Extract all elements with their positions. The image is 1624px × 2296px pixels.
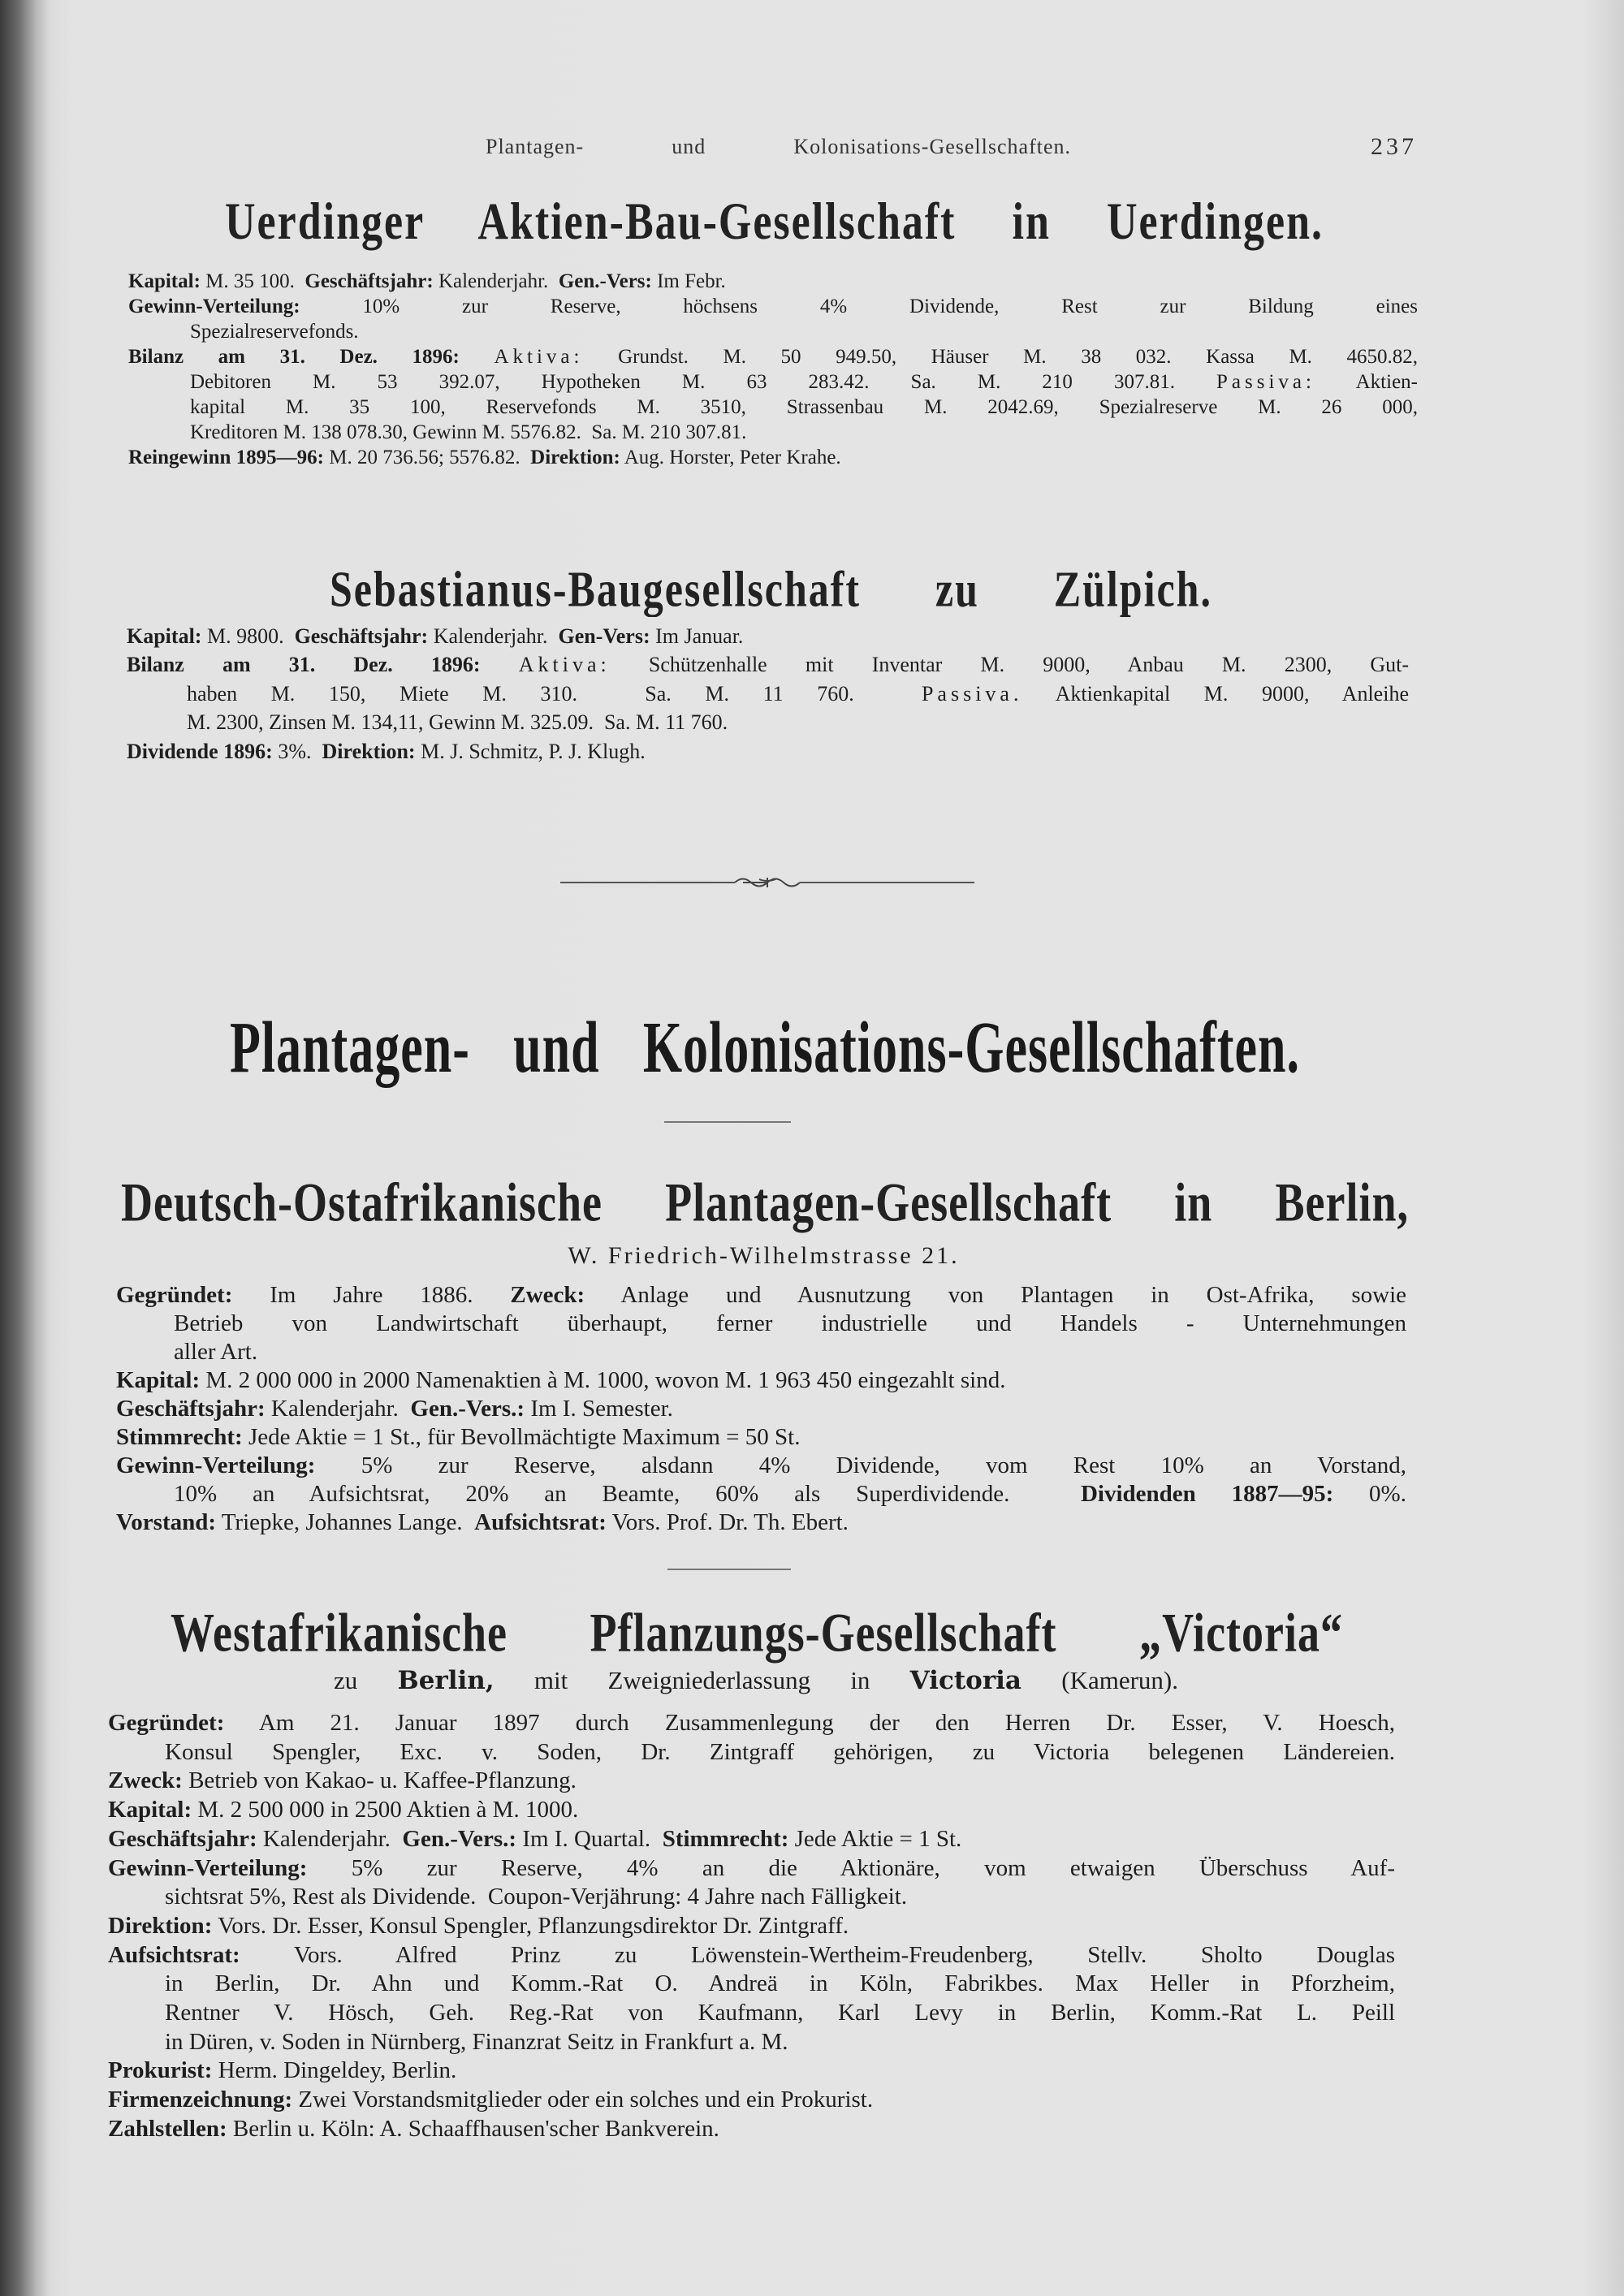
field-label: Zahlstellen: bbox=[108, 2115, 227, 2142]
entry-line bbox=[108, 1710, 1395, 1737]
field-value: Im I. Semester. bbox=[525, 1396, 673, 1422]
category-heading: Plantagen- und Kolonisations-Gesellschaften. bbox=[230, 1008, 1300, 1089]
entry-line bbox=[108, 1942, 1395, 1969]
field-value: Jede Aktie = 1 St., für Bevollmächtigte Maximum = 50 St. bbox=[242, 1424, 801, 1451]
field-value: Konsul Spengler, Exc. v. Soden, Dr. Zintgraff gehörigen, zu Victoria belegenen Ländereien. bbox=[165, 1738, 1395, 1765]
field-value: Aktienkapital M. 9000, Anleihe bbox=[1022, 681, 1409, 706]
field-label: Gewinn-Verteilung: bbox=[108, 1854, 308, 1881]
field-label: Aufsichtsrat: bbox=[474, 1509, 607, 1536]
entry-line bbox=[127, 624, 1409, 649]
field-value: Debitoren M. 53 392.07, Hypotheken M. 63 283.42. Sa. M. 210 307.81. bbox=[190, 370, 1216, 393]
divider-rule bbox=[667, 1569, 791, 1570]
field-value: 5% zur Reserve, alsdann 4% Dividende, vom Rest 10% an Vorstand, bbox=[315, 1452, 1406, 1479]
entry-continuation-line bbox=[190, 371, 1418, 394]
field-value: Betrieb von Landwirtschaft überhaupt, ferner industrielle und Handels - Unternehmungen bbox=[174, 1310, 1406, 1337]
field-label: Stimmrecht: bbox=[116, 1424, 243, 1451]
entry-line bbox=[108, 1797, 1395, 1823]
field-value: M. J. Schmitz, P. J. Klugh. bbox=[415, 739, 646, 763]
field-label: Aufsichtsrat: bbox=[108, 1941, 240, 1968]
field-value: haben M. 150, Miete M. 310. Sa. M. 11 760. bbox=[187, 681, 922, 706]
entry-line bbox=[108, 1767, 1395, 1794]
field-value: Zwei Vorstandsmitglieder oder ein solches und ein Prokurist. bbox=[292, 2087, 874, 2113]
field-value: 10% an Aufsichtsrat, 20% an Beamte, 60% als Superdividende. bbox=[174, 1481, 1081, 1508]
field-label: Kapital: bbox=[108, 1797, 192, 1823]
section-title-uerdinger: Uerdinger Aktien-Bau-Gesellschaft in Uerdingen. bbox=[225, 192, 1324, 252]
field-value: 0%. bbox=[1333, 1481, 1406, 1508]
field-label: Gen.-Vers.: bbox=[410, 1396, 525, 1422]
field-value: Vors. Alfred Prinz zu Löwenstein-Wertheim-Freudenberg, Stellv. Sholto Douglas bbox=[240, 1941, 1395, 1968]
field-value: 3%. bbox=[272, 739, 322, 763]
field-label: Bilanz am 31. Dez. 1896: bbox=[127, 653, 481, 677]
field-label: Kapital: bbox=[116, 1367, 201, 1394]
field-value: Im Jahre 1886. bbox=[232, 1282, 511, 1309]
field-label: Geschäftsjahr: bbox=[294, 624, 429, 648]
entry-continuation-line bbox=[165, 1884, 1395, 1910]
section-subtitle bbox=[334, 1666, 1178, 1695]
field-value: M. 2300, Zinsen M. 134,11, Gewinn M. 325.09. Sa. M. 11 760. bbox=[187, 710, 728, 735]
field-value: Schützenhalle mit Inventar M. 9000, Anbau M. 2300, Gut- bbox=[610, 653, 1409, 677]
field-value: Betrieb von Kakao- u. Kaffee-Pflanzung. bbox=[182, 1767, 577, 1794]
entry-line bbox=[108, 2057, 1395, 2084]
entry-line bbox=[128, 270, 1418, 293]
field-label: Direktion: bbox=[322, 739, 416, 763]
field-label: Dividende 1896: bbox=[127, 739, 273, 763]
field-value: Aktien- bbox=[1315, 370, 1418, 393]
field-value: Rentner V. Hösch, Geh. Reg.-Rat von Kaufmann, Karl Levy in Berlin, Komm.-Rat L. Peill bbox=[165, 2000, 1395, 2026]
entry-line bbox=[128, 296, 1418, 318]
field-label: Firmenzeichnung: bbox=[108, 2087, 293, 2113]
entry-line bbox=[116, 1452, 1406, 1479]
field-value: Spezialreservefonds. bbox=[190, 320, 359, 343]
field-label: Gen.-Vers.: bbox=[402, 1825, 517, 1852]
field-value: Aug. Horster, Peter Krahe. bbox=[620, 447, 841, 469]
entry-line bbox=[116, 1509, 1406, 1536]
entry-continuation-line bbox=[174, 1339, 1406, 1366]
entry-line bbox=[128, 447, 1418, 469]
entry-line bbox=[116, 1396, 1406, 1422]
subtitle-pre: zu bbox=[334, 1666, 398, 1694]
field-label: Geschäftsjahr: bbox=[116, 1396, 266, 1422]
field-value: Jede Aktie = 1 St. bbox=[788, 1825, 962, 1852]
field-label: Direktion: bbox=[108, 1912, 213, 1939]
entry-continuation-line bbox=[190, 421, 1418, 444]
field-value: M. 35 100. bbox=[200, 270, 305, 292]
spaced-label: Passiva. bbox=[921, 681, 1023, 706]
field-value: M. 20 736.56; 5576.82. bbox=[323, 447, 531, 469]
spaced-label: Passiva: bbox=[1216, 370, 1315, 393]
field-value: 10% zur Reserve, höchsens 4% Dividende, Rest zur Bildung eines bbox=[300, 295, 1418, 317]
subtitle-post: (Kamerun). bbox=[1021, 1666, 1178, 1694]
field-label: Gegründet: bbox=[116, 1282, 233, 1309]
field-label: Geschäftsjahr: bbox=[108, 1825, 257, 1852]
field-value: in Berlin, Dr. Ahn und Komm.-Rat O. Andreä in Köln, Fabrikbes. Max Heller in Pforzheim, bbox=[165, 1970, 1395, 1997]
field-value: Grundst. M. 50 949.50, Häuser M. 38 032. Kassa M. 4650.82, bbox=[583, 345, 1419, 368]
field-value: kapital M. 35 100, Reservefonds M. 3510, Strassenbau M. 2042.69, Spezialreserve M. 26 000, bbox=[190, 396, 1418, 418]
field-value: Kalenderjahr. bbox=[433, 270, 559, 292]
field-value: M. 9800. bbox=[201, 624, 295, 648]
field-value bbox=[460, 346, 495, 368]
entry-line bbox=[116, 1282, 1406, 1309]
running-header-title: Plantagen- und Kolonisations-Gesellschaften. bbox=[486, 135, 1071, 158]
field-label: Geschäftsjahr: bbox=[304, 270, 434, 292]
field-label: Gewinn-Verteilung: bbox=[128, 295, 300, 317]
field-label: Zweck: bbox=[108, 1767, 183, 1794]
field-label: Gegründet: bbox=[108, 1710, 225, 1737]
field-value: sichtsrat 5%, Rest als Dividende. Coupon-Verjährung: 4 Jahre nach Fälligkeit. bbox=[165, 1884, 908, 1910]
field-value: M. 2 000 000 in 2000 Namenaktien à M. 1000, wovon M. 1 963 450 eingezahlt sind. bbox=[200, 1367, 1006, 1394]
section-title-sebastianus: Sebastianus-Baugesellschaft zu Zülpich. bbox=[330, 560, 1212, 617]
field-value: Berlin u. Köln: A. Schaaffhausen'scher Bankverein. bbox=[227, 2115, 719, 2142]
subtitle-city: Berlin, bbox=[397, 1666, 495, 1695]
field-label: Kapital: bbox=[127, 624, 202, 648]
entry-continuation-line bbox=[165, 1970, 1395, 1997]
field-label: Reingewinn 1895—96: bbox=[128, 447, 324, 469]
ornament-divider bbox=[560, 873, 974, 892]
field-value: Vors. Dr. Esser, Konsul Spengler, Pflanzungsdirektor Dr. Zintgraff. bbox=[212, 1912, 849, 1939]
entry-continuation-line bbox=[190, 396, 1418, 419]
field-value bbox=[481, 653, 519, 676]
entry-line bbox=[108, 1913, 1395, 1940]
entry-line bbox=[116, 1424, 1406, 1451]
divider-rule bbox=[664, 1121, 791, 1123]
field-value: Vors. Prof. Dr. Th. Ebert. bbox=[606, 1509, 849, 1536]
field-value: Kreditoren M. 138 078.30, Gewinn M. 5576.82. Sa. M. 210 307.81. bbox=[190, 421, 747, 444]
entry-continuation-line bbox=[187, 710, 1409, 735]
field-label: Gen-Vers: bbox=[558, 624, 650, 648]
entry-line bbox=[116, 1367, 1406, 1394]
entry-continuation-line bbox=[165, 1739, 1395, 1766]
field-value: Herm. Dingeldey, Berlin. bbox=[212, 2057, 457, 2084]
page-number: 237 bbox=[1371, 133, 1417, 160]
entry-continuation-line bbox=[165, 2029, 1395, 2056]
field-value: Kalenderjahr. bbox=[257, 1825, 403, 1852]
entry-continuation-line bbox=[165, 2000, 1395, 2026]
section-title-deutsch-ostafrikanische: Deutsch-Ostafrikanische Plantagen-Gesellschaft in Berlin, bbox=[121, 1172, 1409, 1233]
entry-continuation-line bbox=[174, 1310, 1406, 1337]
entry-line bbox=[127, 740, 1409, 764]
field-value: M. 2 500 000 in 2500 Aktien à M. 1000. bbox=[192, 1797, 579, 1823]
field-label: Vorstand: bbox=[116, 1509, 217, 1536]
entry-line bbox=[127, 653, 1409, 677]
field-label: Dividenden 1887—95: bbox=[1080, 1481, 1334, 1508]
ornament-flourish-icon bbox=[735, 878, 800, 887]
section-title-westafrikanische: Westafrikanische Pflanzungs-Gesellschaft „Victoria“ bbox=[171, 1602, 1343, 1664]
field-value: aller Art. bbox=[174, 1339, 258, 1366]
field-value: Kalenderjahr. bbox=[265, 1396, 411, 1422]
field-value: Im Febr. bbox=[651, 270, 726, 292]
entry-line bbox=[108, 1826, 1395, 1853]
section-address: W. Friedrich-Wilhelmstrasse 21. bbox=[568, 1242, 960, 1269]
entry-continuation-line bbox=[190, 321, 1418, 343]
field-value: Im I. Quartal. bbox=[516, 1825, 663, 1852]
spaced-label: Aktiva: bbox=[494, 345, 584, 368]
field-value: Anlage und Ausnutzung von Plantagen in Ost-Afrika, sowie bbox=[585, 1282, 1406, 1309]
field-label: Prokurist: bbox=[108, 2057, 213, 2084]
field-value: in Düren, v. Soden in Nürnberg, Finanzrat Seitz in Frankfurt a. M. bbox=[165, 2028, 788, 2055]
field-label: Kapital: bbox=[128, 270, 201, 292]
entry-line bbox=[108, 2116, 1395, 2143]
field-value: Im Januar. bbox=[650, 624, 744, 648]
field-label: Stimmrecht: bbox=[662, 1825, 789, 1852]
entry-line bbox=[108, 2087, 1395, 2113]
entry-continuation-line bbox=[174, 1481, 1406, 1508]
field-value: Am 21. Januar 1897 durch Zusammenlegung der den Herren Dr. Esser, V. Hoesch, bbox=[224, 1710, 1395, 1737]
field-label: Zweck: bbox=[510, 1282, 585, 1309]
field-label: Gen.-Vers: bbox=[558, 270, 652, 292]
entry-line bbox=[108, 1855, 1395, 1882]
spaced-label: Aktiva: bbox=[518, 653, 611, 677]
field-label: Gewinn-Verteilung: bbox=[116, 1452, 316, 1479]
field-value: 5% zur Reserve, 4% an die Aktionäre, vom etwaigen Überschuss Auf- bbox=[307, 1854, 1395, 1881]
field-value: Triepke, Johannes Lange. bbox=[216, 1509, 475, 1536]
field-label: Bilanz am 31. Dez. 1896: bbox=[128, 345, 460, 368]
field-value: Kalenderjahr. bbox=[428, 624, 559, 648]
subtitle-branch: Victoria bbox=[909, 1666, 1022, 1695]
entry-continuation-line bbox=[187, 682, 1409, 706]
field-label: Direktion: bbox=[530, 447, 620, 469]
subtitle-mid: mit Zweigniederlassung in bbox=[494, 1666, 910, 1694]
entry-line bbox=[128, 346, 1418, 369]
